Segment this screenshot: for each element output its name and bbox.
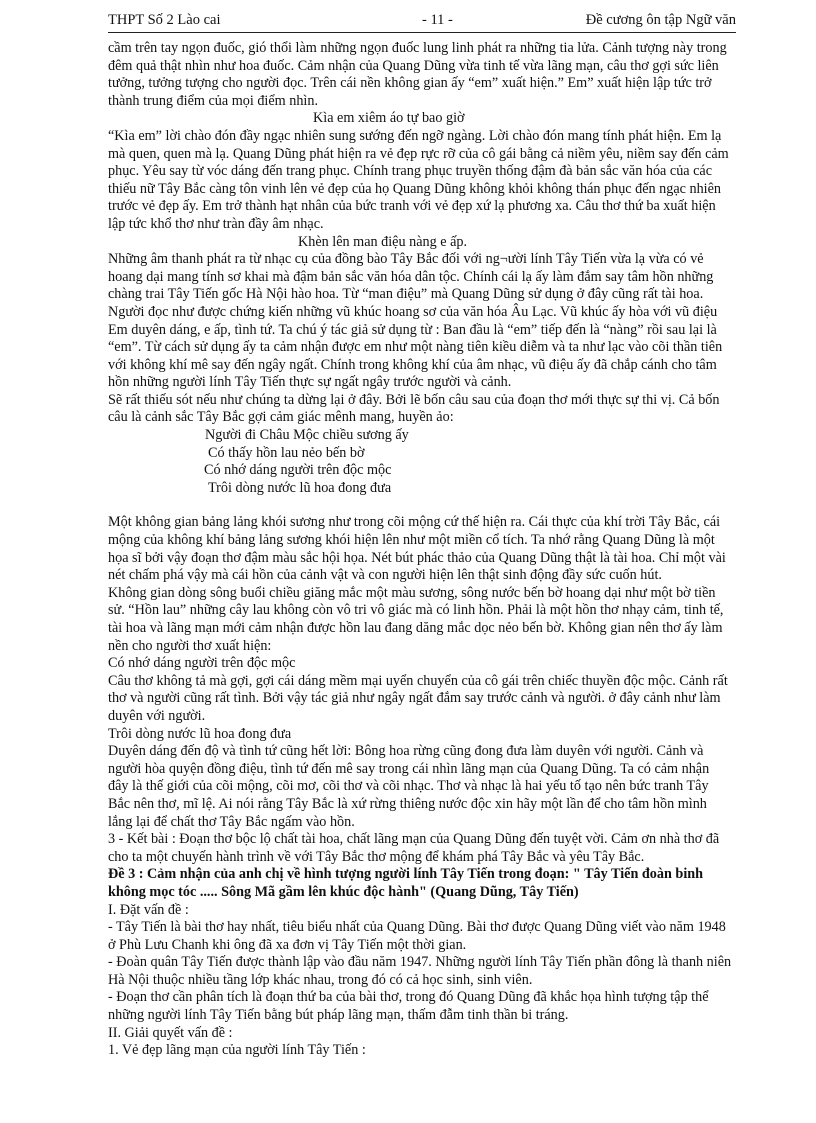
paragraph-music (108, 251, 744, 427)
text-line: Hà Nội thuộc nhiều tầng lớp khác nhau, trong đó có cả học sinh, sinh viên. (108, 971, 533, 988)
text-line: thiếu nữ Tây Bắc càng tôn vinh lên vẻ đẹp của họ Quang Dũng không khỏi không thán phục đến ngạc nhiên (108, 180, 722, 197)
text-line: Đề 3 : Cảm nhận của anh chị về hình tượng người lính Tây Tiến trong đoạn: " Tây Tiến đoàn binh (108, 866, 704, 883)
verse-kia-em: Kìa em xiêm áo tự bao giờ (313, 110, 465, 127)
text-line: cầm trên tay ngọn đuốc, gió thổi làm những ngọn đuốc lung linh phát ra những tia lửa. Cảnh tượng này trong (108, 40, 727, 56)
text-line: tưởng, tưởng tượng cho người đọc. Trên cái nền không gian ấy “em” xuất hiện.” Em” xuất hiện lập tức trở (108, 75, 712, 92)
text-line: sử. “Hồn lau” những cây lau không còn vô tri vô giác mà có linh hồn. Phải là một hồn thơ nhạy cảm, tinh tế, (108, 602, 724, 619)
page-number: - 11 - (422, 12, 453, 28)
text-line: I. Đặt vấn đề : (108, 901, 189, 918)
text-line: chàng trai Tây Tiến gốc Hà Nội hào hoa. Từ “man điệu” mà Quang Dũng sử dụng ở đây cũng rất tài hoa. (108, 286, 704, 303)
text-line: Duyên dáng đến độ và tình tứ cũng hết lời: Bông hoa rừng cũng đong đưa làm duyên với người. Cảnh và (108, 743, 704, 760)
paragraph-torch (108, 40, 744, 110)
text-line: Có nhớ dáng người trên độc mộc (108, 655, 296, 672)
text-line: Câu thơ không tả mà gợi, gợi cái dáng mềm mại uyển chuyển của cô gái trên chiếc thuyền độc mộc. Cảnh rất (108, 672, 728, 689)
text-line: mộng của không khí bảng lảng sương khói hiện lên như một miền cổ tích. Ta nhớ rằng Quang Dũng là một (108, 532, 715, 549)
text-line: II. Giải quyết vấn đề : (108, 1024, 233, 1041)
paragraph-mist (108, 514, 744, 866)
text-line: 1. Vẻ đẹp lãng mạn của người lính Tây Tiến : (108, 1042, 366, 1059)
text-line: - Đoàn quân Tây Tiến được thành lập vào đầu năm 1947. Những người lính Tây Tiến phần đông là thanh niên (108, 954, 732, 971)
text-line: đây là thế giới của cõi mộng, cõi mơ, cõi thơ và cõi nhạc. Thơ và nhạc là hai yếu tố tạo nên bức tranh Tây (108, 778, 709, 795)
text-line: ở Phù Lưu Chanh khi ông đã xa đơn vị Tây Tiến một thời gian. (108, 936, 467, 953)
text-line: họa sĩ bởi vậy đoạn thơ đậm màu sắc hội họa. Nét bút phác thảo của Quang Dũng thật là tài hoa. Chỉ một vài (108, 549, 726, 566)
text-line: Bắc nên thơ, mĩ lệ. Ai nói rằng Tây Bắc là xứ rừng thiêng nước độc xin hãy một lần để cho tâm hồn mình (108, 795, 707, 812)
poem-line: Trôi dòng nước lũ hoa đong đưa (208, 479, 392, 496)
text-line: hoang dại mang tính sơ khai mà đậm bản sắc văn hóa dân tộc. Chính cái lạ ấy làm đắm say tâm hồn những (108, 268, 714, 285)
text-line: Sẽ rất thiếu sót nếu như chúng ta dừng lại ở đây. Bởi lẽ bốn câu sau của đoạn thơ mới thực sự thi vị. Cả bốn (108, 391, 720, 408)
text-line: “Kìa em” lời chào đón đầy ngạc nhiên sung sướng đến ngỡ ngàng. Lời chào đón mang tính phát hiện. Em lạ (108, 127, 722, 144)
text-line: - Tây Tiến là bài thơ hay nhất, tiêu biểu nhất của Quang Dũng. Bài thơ được Quang Dũng viết vào năm 1948 (108, 919, 726, 936)
document-body (108, 40, 744, 1060)
text-line: với không khí mê say đến ngây ngất. Chính trong không khí của âm nhạc, vũ điệu ấy đã chắp cánh cho tâm (108, 356, 717, 373)
verse-khen-len: Khèn lên man điệu nàng e ấp. (298, 233, 468, 250)
text-line: Em duyên dáng, e ấp, tình tứ. Ta chú ý tác giả sử dụng từ : Ban đầu là “em” tiếp đến là “nàng” rồi sau lại là (108, 321, 717, 338)
text-line: Không gian dòng sông buổi chiều giăng mắc một màu sương, sông nước bến bờ hoang dại như một bờ tiền (108, 584, 716, 601)
poem-line: Có nhớ dáng người trên độc mộc (204, 462, 392, 479)
text-line: đêm quả thật nhìn như hoa đuốc. Cảm nhận của Quang Dũng vừa tinh tế vừa lãng mạn, câu thơ gợi sức liên (108, 57, 719, 74)
text-line: duyên với người. (108, 707, 206, 724)
text-line: mà quen, quen mà lạ. Quang Dũng phát hiện ra vẻ đẹp rực rỡ của cô gái bằng cả niềm yêu, niềm say đến cảm (108, 145, 729, 162)
text-line: người hòa quyện đồng điệu, tình tứ đến mê say trong cái nhìn lãng mạn của Quang Dũng. Ta có cảm nhận (108, 760, 710, 777)
paragraph-kia-em (108, 128, 744, 234)
header-subject: Đề cương ôn tập Ngữ văn (585, 12, 736, 28)
text-line: thành trung điểm của mọi điểm nhìn. (108, 92, 319, 109)
blank-line (108, 497, 744, 514)
header-school: THPT Số 2 Lào cai (108, 12, 221, 28)
text-line: 3 - Kết bài : Đoạn thơ bộc lộ chất tài hoa, chất lãng mạn của Quang Dũng đến tuyệt vời. Cảm ơn nhà thơ đã (108, 831, 720, 848)
poem-line: Người đi Châu Mộc chiều sương ấy (205, 427, 409, 444)
text-line: Trôi dòng nước lũ hoa đong đưa (108, 725, 292, 742)
text-line: - Đoạn thơ cần phân tích là đoạn thứ ba của bài thơ, trong đó Quang Dũng đã khắc họa hình tượng tập thể (108, 989, 709, 1006)
text-line: Người đọc như được chứng kiến những vũ khúc hoang sơ của văn hóa Âu Lạc. Vũ khúc ấy hòa với vũ điệu (108, 303, 718, 320)
text-line: hồn những người lính Tây Tiến thực sự ngất ngây trước người và cảnh. (108, 374, 512, 391)
page-header (108, 10, 736, 33)
exercise-3-heading (108, 866, 744, 901)
text-line: tài hoa và lãng mạn mới cảm nhận được hồn lau đang dăng mắc dọc nẻo bến bờ. Không gian nên thơ ấy làm (108, 620, 723, 636)
text-line: Những âm thanh phát ra từ nhạc cụ của đồng bào Tây Bắc đối với ng¬ười lính Tây Tiến vừa lạ vừa có vẻ (108, 251, 704, 268)
poem-block (108, 427, 744, 497)
text-line: trước vẻ đẹp ấy. Em trở thành hạt nhân của bức tranh với vẻ đẹp xứ lạ phương xa. Câu thơ thứ ba xuất hiện (108, 198, 716, 215)
text-line: “em”. Từ cách sử dụng ấy ta cảm nhận được em như một nàng tiên kiều diễm và ta như lạc vào cõi thần tiên (108, 339, 723, 356)
text-line: nền cho người thơ xuất hiện: (108, 637, 272, 654)
text-line: lập tức khổ thơ như tràn đầy âm nhạc. (108, 215, 324, 232)
poem-line: Có thấy hồn lau nẻo bến bờ (208, 444, 365, 461)
paragraph-outline (108, 902, 744, 1060)
text-line: phục. Yêu say từ vóc dáng đến trang phục. Chính trang phục truyền thống đậm đà bản sắc văn hóa của các (108, 163, 713, 180)
text-line: những người lính Tây Tiến bằng bút pháp lãng mạn, thấm đẫm tinh thần bi tráng. (108, 1007, 569, 1024)
text-line: câu là cảnh sắc Tây Bắc gợi cảm giác mênh mang, huyền ảo: (108, 409, 454, 426)
text-line: lắng lại để chất thơ Tây Bắc ngấm vào hồn. (108, 813, 355, 830)
text-line: thơ và người cũng rất tình. Bởi vậy tác giả như ngây ngất đắm say trước cảnh và người. ở đây cảnh như làm (108, 690, 721, 707)
text-line: Một không gian bảng lảng khói sương như trong cõi mộng cứ thế hiện ra. Cái thực của khí trời Tây Bắc, cái (108, 514, 721, 531)
text-line: không mọc tóc ..... Sông Mã gầm lên khúc độc hành" (Quang Dũng, Tây Tiến) (108, 883, 579, 900)
text-line: cho ta một chuyến hành trình về với Tây Bắc thơ mộng để khám phá Tây Bắc và yêu Tây Bắc. (108, 848, 645, 865)
text-line: nét chấm phá vậy mà cái hồn của cảnh vật và con người hiện lên thật sinh động đầy sức cuốn hút. (108, 567, 662, 584)
